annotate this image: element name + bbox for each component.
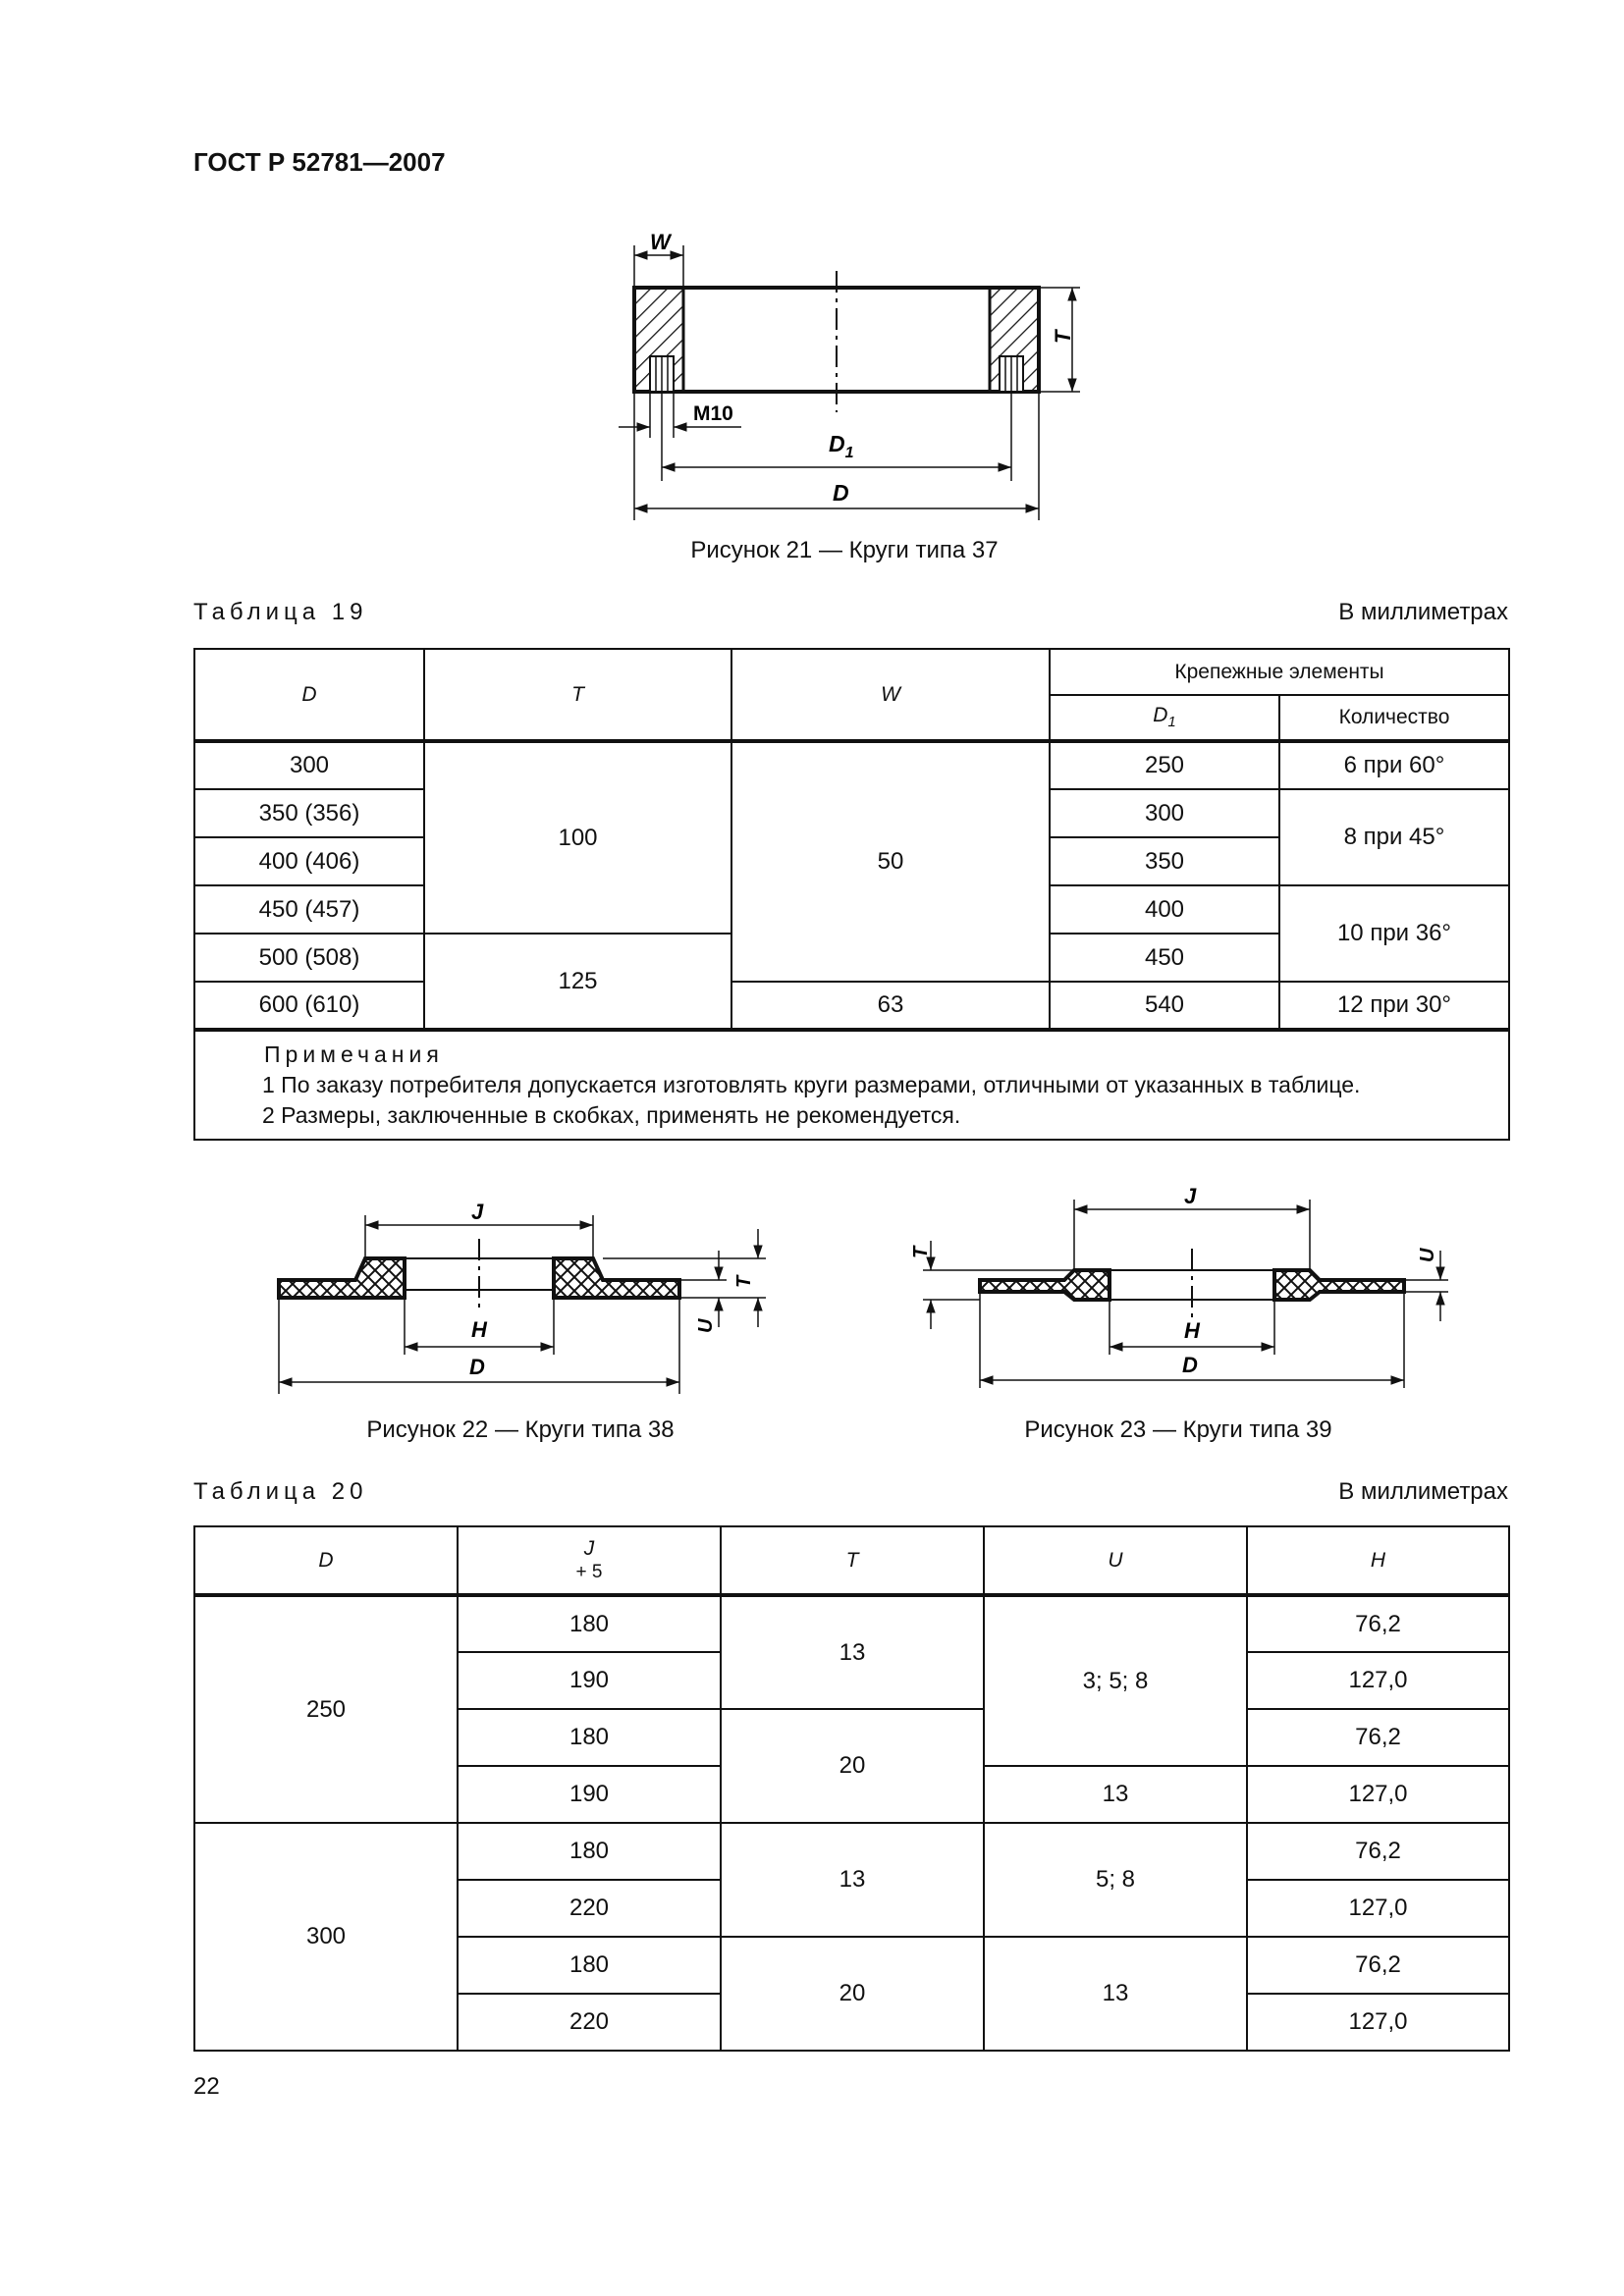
table-20-cell-j: 190 [458, 1766, 721, 1823]
figure-23-drawing [910, 1178, 1463, 1394]
table-20-cell-h: 76,2 [1247, 1823, 1509, 1880]
figure-21-label-d: D [833, 480, 849, 506]
table-20-cell-t: 20 [721, 1937, 984, 2051]
table-20-cell-j: 180 [458, 1937, 721, 1994]
table-row [194, 982, 1509, 1030]
table-19-label: Таблица 19 [193, 599, 368, 625]
table-19-cell-d: 500 (508) [194, 934, 424, 982]
figure-21-label-d1: $D_1$ [829, 431, 854, 461]
table-20-cell-h: 127,0 [1247, 1880, 1509, 1937]
table-19-notes-row [194, 1030, 1509, 1140]
table-20-header-u: U [984, 1526, 1247, 1595]
table-20-header-j: J + 5 [458, 1526, 721, 1595]
table-20-cell-t: 13 [721, 1595, 984, 1709]
table-20 [193, 1525, 1510, 2052]
table-20-cell-u: 13 [984, 1766, 1247, 1823]
table-20-cell-t: 20 [721, 1709, 984, 1823]
document-title: ГОСТ Р 52781—2007 [193, 147, 446, 177]
table-19-cell-d: 300 [194, 741, 424, 789]
table-20-cell-h: 76,2 [1247, 1595, 1509, 1652]
table-19-cell-t: 125 [424, 934, 731, 1030]
table-20-cell-j: 220 [458, 1880, 721, 1937]
figure-23-caption: Рисунок 23 — Круги типа 39 [1024, 1416, 1332, 1443]
table-19-cell-d: 600 (610) [194, 982, 424, 1030]
table-19-cell-d1: 400 [1050, 885, 1279, 934]
table-row [194, 741, 1509, 789]
table-19-cell-quantity: 6 при 60° [1279, 741, 1509, 789]
figure-21-caption: Рисунок 21 — Круги типа 37 [690, 537, 999, 563]
table-20-cell-u: 3; 5; 8 [984, 1595, 1247, 1766]
figure-22-label-d: D [469, 1355, 485, 1379]
table-20-cell-h: 76,2 [1247, 1709, 1509, 1766]
table-19-cell-d: 400 (406) [194, 837, 424, 885]
figure-22-drawing [265, 1188, 795, 1404]
table-20-header-d: D [194, 1526, 458, 1595]
figure-21-label-w: W [650, 230, 671, 254]
figure-23-label-u: U [1417, 1248, 1438, 1262]
figure-22-label-j: J [471, 1200, 484, 1224]
figure-23-label-t: T [910, 1246, 932, 1258]
figure-23-label-h: H [1184, 1318, 1200, 1343]
table-19-header-fasteners: Крепежные элементы [1050, 649, 1509, 695]
table-19-cell-d1: 350 [1050, 837, 1279, 885]
table-20-label: Таблица 20 [193, 1478, 368, 1505]
table-19-cell-quantity: 10 при 36° [1279, 885, 1509, 982]
figure-21-label-t: T [1051, 330, 1075, 344]
table-20-cell-j: 180 [458, 1595, 721, 1652]
table-20-cell-u: 5; 8 [984, 1823, 1247, 1937]
figure-22-label-h: H [471, 1317, 487, 1342]
table-19-header-t: T [424, 649, 731, 741]
table-20-cell-j: 180 [458, 1823, 721, 1880]
table-20-cell-u: 13 [984, 1937, 1247, 2051]
table-row [194, 1595, 1509, 1652]
table-19 [193, 648, 1510, 1141]
table-19-cell-d1: 540 [1050, 982, 1279, 1030]
table-20-cell-d: 250 [194, 1595, 458, 1823]
table-19-cell-d1: 300 [1050, 789, 1279, 837]
table-19-cell-d: 450 (457) [194, 885, 424, 934]
page-number: 22 [193, 2073, 220, 2100]
figure-22-label-u: U [695, 1318, 717, 1333]
table-19-cell-w: 50 [731, 741, 1050, 982]
notes-title: Примечания [264, 1041, 444, 1067]
table-19-cell-quantity: 8 при 45° [1279, 789, 1509, 885]
figure-21-drawing [589, 216, 1100, 530]
table-19-header-w: W [731, 649, 1050, 741]
table-20-cell-t: 13 [721, 1823, 984, 1937]
table-19-units: В миллиметрах [1338, 599, 1508, 625]
table-20-cell-h: 76,2 [1247, 1937, 1509, 1994]
table-20-cell-j: 190 [458, 1652, 721, 1709]
table-19-cell-quantity: 12 при 30° [1279, 982, 1509, 1030]
table-19-header-quantity: Количество [1279, 695, 1509, 741]
table-19-header-d: D [194, 649, 424, 741]
figure-22-caption: Рисунок 22 — Круги типа 38 [366, 1416, 675, 1443]
figure-21-label-thread: M10 [693, 402, 733, 425]
figure-22-label-t: T [733, 1275, 755, 1288]
table-20-header-t: T [721, 1526, 984, 1595]
table-19-notes [194, 1030, 1509, 1140]
table-19-cell-w: 63 [731, 982, 1050, 1030]
note-item: 2 Размеры, заключенные в скобках, применять не рекомендуется. [262, 1102, 961, 1128]
note-item: 1 По заказу потребителя допускается изготовлять круги размерами, отличными от указанных в таблице. [262, 1072, 1361, 1097]
table-20-cell-h: 127,0 [1247, 1652, 1509, 1709]
figure-23-label-j: J [1184, 1184, 1197, 1208]
table-19-cell-d1: 250 [1050, 741, 1279, 789]
table-19-cell-d: 350 (356) [194, 789, 424, 837]
table-20-cell-j: 180 [458, 1709, 721, 1766]
table-20-header-h: H [1247, 1526, 1509, 1595]
table-20-units: В миллиметрах [1338, 1478, 1508, 1505]
figure-23-label-d: D [1182, 1353, 1198, 1377]
table-20-cell-h: 127,0 [1247, 1766, 1509, 1823]
table-20-cell-j: 220 [458, 1994, 721, 2051]
table-row [194, 1823, 1509, 1880]
table-19-cell-d1: 450 [1050, 934, 1279, 982]
table-20-cell-d: 300 [194, 1823, 458, 2051]
table-19-cell-t: 100 [424, 741, 731, 934]
table-19-header-d1: $D_1$ [1050, 695, 1279, 741]
table-20-cell-h: 127,0 [1247, 1994, 1509, 2051]
